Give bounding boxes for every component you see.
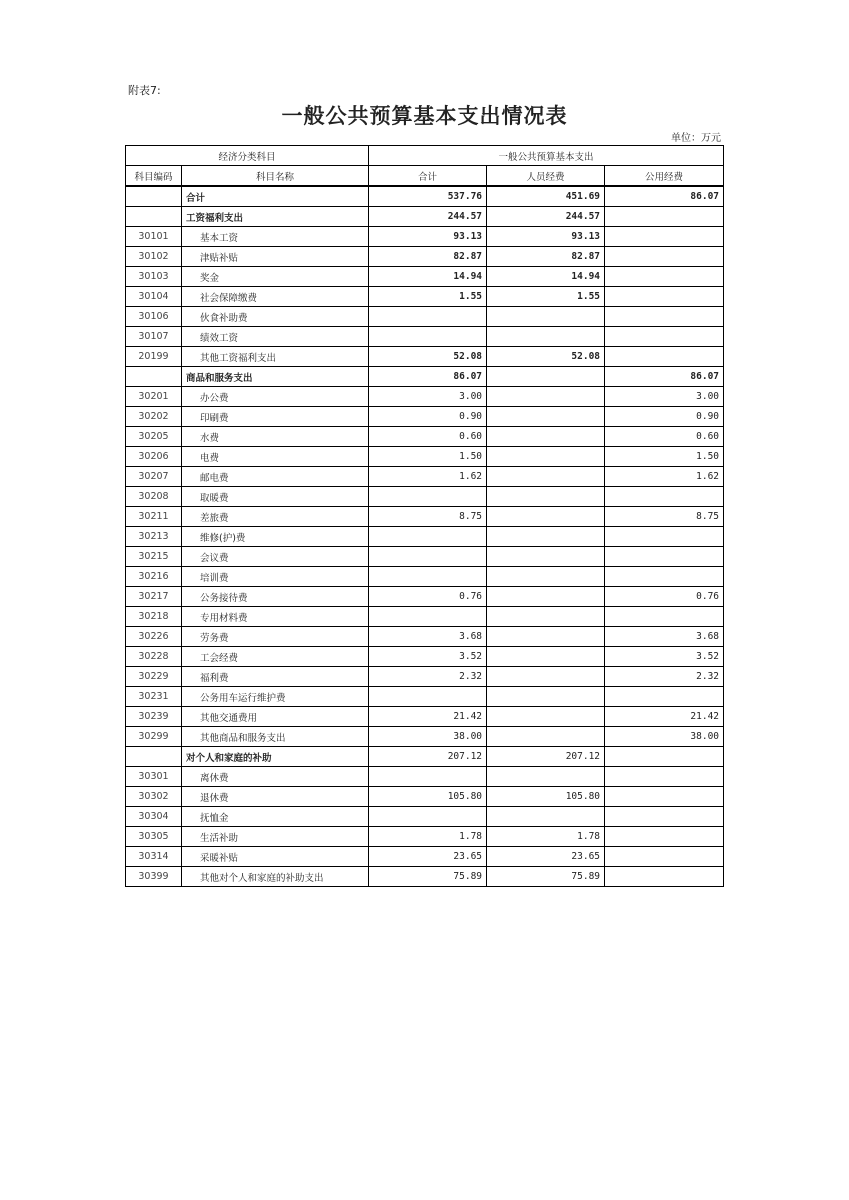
cell-name: 津贴补贴 [182,247,369,267]
header-group-econ: 经济分类科目 [126,146,369,166]
cell-total: 105.80 [369,787,487,807]
cell-name: 劳务费 [182,627,369,647]
cell-total: 244.57 [369,207,487,227]
cell-total: 23.65 [369,847,487,867]
table-row [126,547,724,567]
cell-name: 公务用车运行维护费 [182,687,369,707]
table-row [126,407,724,427]
cell-name: 其他对个人和家庭的补助支出 [182,867,369,887]
cell-personnel [487,447,605,467]
cell-total [369,527,487,547]
cell-code: 30231 [126,687,182,707]
cell-personnel: 23.65 [487,847,605,867]
cell-name: 商品和服务支出 [182,367,369,387]
cell-name: 社会保障缴费 [182,287,369,307]
cell-personnel [487,507,605,527]
cell-personnel [487,607,605,627]
table-row [126,447,724,467]
cell-name: 生活补助 [182,827,369,847]
cell-name: 培训费 [182,567,369,587]
cell-personnel [487,527,605,547]
cell-total: 8.75 [369,507,487,527]
cell-name: 其他交通费用 [182,707,369,727]
cell-code: 30305 [126,827,182,847]
table-row [126,186,724,207]
cell-personnel [487,427,605,447]
table-row [126,527,724,547]
cell-personnel: 75.89 [487,867,605,887]
cell-total: 75.89 [369,867,487,887]
cell-public: 86.07 [605,186,724,207]
cell-code: 30103 [126,267,182,287]
cell-code: 30202 [126,407,182,427]
cell-public [605,767,724,787]
cell-code: 30302 [126,787,182,807]
table-row [126,247,724,267]
cell-total: 0.76 [369,587,487,607]
cell-name: 专用材料费 [182,607,369,627]
cell-name: 其他工资福利支出 [182,347,369,367]
cell-total: 1.62 [369,467,487,487]
cell-personnel [487,727,605,747]
cell-public [605,487,724,507]
cell-personnel [487,367,605,387]
cell-name: 工会经费 [182,647,369,667]
table-row [126,507,724,527]
cell-code: 30104 [126,287,182,307]
header-total: 合计 [369,166,487,187]
cell-name: 取暖费 [182,487,369,507]
cell-public [605,307,724,327]
cell-total: 14.94 [369,267,487,287]
cell-personnel [487,587,605,607]
header-name: 科目名称 [182,166,369,187]
page-title: 一般公共预算基本支出情况表 [281,103,568,128]
cell-name: 水费 [182,427,369,447]
cell-total: 82.87 [369,247,487,267]
cell-code: 30239 [126,707,182,727]
table-row [126,207,724,227]
cell-public: 1.50 [605,447,724,467]
cell-name: 抚恤金 [182,807,369,827]
cell-public [605,287,724,307]
cell-personnel [487,307,605,327]
cell-public [605,787,724,807]
appendix-label: 附表7: [128,84,161,97]
cell-total: 1.55 [369,287,487,307]
table-row [126,267,724,287]
cell-code: 30218 [126,607,182,627]
cell-personnel: 207.12 [487,747,605,767]
cell-name: 对个人和家庭的补助 [182,747,369,767]
table-row [126,827,724,847]
cell-code: 30217 [126,587,182,607]
table-row [126,767,724,787]
cell-name: 基本工资 [182,227,369,247]
cell-personnel [487,807,605,827]
cell-total: 93.13 [369,227,487,247]
cell-code: 30213 [126,527,182,547]
table-row [126,627,724,647]
cell-personnel [487,547,605,567]
cell-public [605,247,724,267]
cell-code: 30226 [126,627,182,647]
cell-code: 30304 [126,807,182,827]
cell-code: 30301 [126,767,182,787]
cell-personnel: 244.57 [487,207,605,227]
cell-public: 21.42 [605,707,724,727]
table-row [126,427,724,447]
cell-name: 工资福利支出 [182,207,369,227]
cell-code: 30207 [126,467,182,487]
cell-code: 30216 [126,567,182,587]
cell-personnel [487,407,605,427]
table-row [126,467,724,487]
cell-code [126,207,182,227]
cell-public: 3.52 [605,647,724,667]
cell-total: 0.90 [369,407,487,427]
cell-personnel: 93.13 [487,227,605,247]
cell-code: 30229 [126,667,182,687]
cell-code: 30101 [126,227,182,247]
cell-total [369,807,487,827]
table-header [126,146,724,187]
cell-public [605,267,724,287]
cell-public: 0.76 [605,587,724,607]
cell-name: 采暖补贴 [182,847,369,867]
cell-name: 会议费 [182,547,369,567]
cell-code: 30208 [126,487,182,507]
cell-public: 0.60 [605,427,724,447]
cell-total: 0.60 [369,427,487,447]
cell-code: 30211 [126,507,182,527]
cell-code: 30106 [126,307,182,327]
cell-name: 绩效工资 [182,327,369,347]
cell-personnel: 14.94 [487,267,605,287]
table-row [126,867,724,887]
cell-name: 奖金 [182,267,369,287]
table-row [126,487,724,507]
table-row [126,847,724,867]
header-public: 公用经费 [605,166,724,187]
table-row [126,587,724,607]
cell-code: 30228 [126,647,182,667]
cell-personnel [487,767,605,787]
cell-personnel [487,487,605,507]
cell-public [605,347,724,367]
table-row [126,567,724,587]
cell-code: 30299 [126,727,182,747]
cell-total [369,307,487,327]
cell-personnel [487,327,605,347]
table-row [126,347,724,367]
cell-personnel: 105.80 [487,787,605,807]
cell-total [369,687,487,707]
cell-public: 3.00 [605,387,724,407]
cell-public [605,327,724,347]
cell-total: 1.78 [369,827,487,847]
cell-code [126,747,182,767]
table-row [126,307,724,327]
table-row [126,687,724,707]
cell-code: 30205 [126,427,182,447]
cell-public [605,547,724,567]
table-row [126,787,724,807]
cell-code [126,367,182,387]
cell-code: 30107 [126,327,182,347]
cell-code: 30102 [126,247,182,267]
cell-personnel: 82.87 [487,247,605,267]
cell-public [605,527,724,547]
cell-total: 3.52 [369,647,487,667]
table-body [126,186,724,887]
cell-name: 伙食补助费 [182,307,369,327]
table-row [126,367,724,387]
cell-total: 86.07 [369,367,487,387]
cell-name: 办公费 [182,387,369,407]
cell-public [605,747,724,767]
cell-total: 207.12 [369,747,487,767]
cell-total: 38.00 [369,727,487,747]
cell-code: 30201 [126,387,182,407]
table-row [126,327,724,347]
cell-total [369,607,487,627]
cell-code: 30314 [126,847,182,867]
cell-total: 2.32 [369,667,487,687]
cell-public [605,567,724,587]
cell-personnel [487,627,605,647]
table-row [126,747,724,767]
cell-name: 邮电费 [182,467,369,487]
table-row [126,707,724,727]
cell-total [369,567,487,587]
cell-personnel: 52.08 [487,347,605,367]
cell-code: 20199 [126,347,182,367]
expenditure-table [125,145,724,887]
cell-public: 86.07 [605,367,724,387]
cell-personnel [487,387,605,407]
cell-code: 30206 [126,447,182,467]
cell-public: 1.62 [605,467,724,487]
cell-personnel [487,707,605,727]
cell-public: 3.68 [605,627,724,647]
cell-name: 合计 [182,186,369,207]
cell-code: 30399 [126,867,182,887]
cell-total: 3.00 [369,387,487,407]
cell-public: 8.75 [605,507,724,527]
cell-name: 其他商品和服务支出 [182,727,369,747]
cell-name: 公务接待费 [182,587,369,607]
cell-name: 印刷费 [182,407,369,427]
cell-name: 差旅费 [182,507,369,527]
header-personnel: 人员经费 [487,166,605,187]
cell-public: 2.32 [605,667,724,687]
cell-code: 30215 [126,547,182,567]
cell-public [605,207,724,227]
cell-total: 52.08 [369,347,487,367]
cell-name: 离休费 [182,767,369,787]
cell-public [605,847,724,867]
cell-public [605,687,724,707]
cell-total [369,767,487,787]
cell-personnel: 1.78 [487,827,605,847]
table-row [126,227,724,247]
cell-personnel: 451.69 [487,186,605,207]
cell-name: 电费 [182,447,369,467]
cell-total [369,547,487,567]
unit-label: 单位：万元 [671,133,721,144]
table-row [126,727,724,747]
cell-public [605,807,724,827]
cell-name: 福利费 [182,667,369,687]
cell-total: 3.68 [369,627,487,647]
cell-code [126,186,182,207]
table-row [126,607,724,627]
cell-personnel: 1.55 [487,287,605,307]
cell-personnel [487,567,605,587]
table-row [126,287,724,307]
cell-total: 537.76 [369,186,487,207]
cell-public: 0.90 [605,407,724,427]
cell-personnel [487,467,605,487]
cell-public [605,867,724,887]
cell-personnel [487,687,605,707]
cell-total [369,487,487,507]
cell-public [605,607,724,627]
cell-personnel [487,667,605,687]
table-row [126,647,724,667]
table-row [126,387,724,407]
header-group-budget: 一般公共预算基本支出 [369,146,724,166]
cell-personnel [487,647,605,667]
table-row [126,667,724,687]
cell-public [605,827,724,847]
cell-public: 38.00 [605,727,724,747]
cell-name: 维修(护)费 [182,527,369,547]
table-row [126,807,724,827]
header-code: 科目编码 [126,166,182,187]
cell-total: 21.42 [369,707,487,727]
cell-public [605,227,724,247]
cell-name: 退休费 [182,787,369,807]
cell-total [369,327,487,347]
cell-total: 1.50 [369,447,487,467]
